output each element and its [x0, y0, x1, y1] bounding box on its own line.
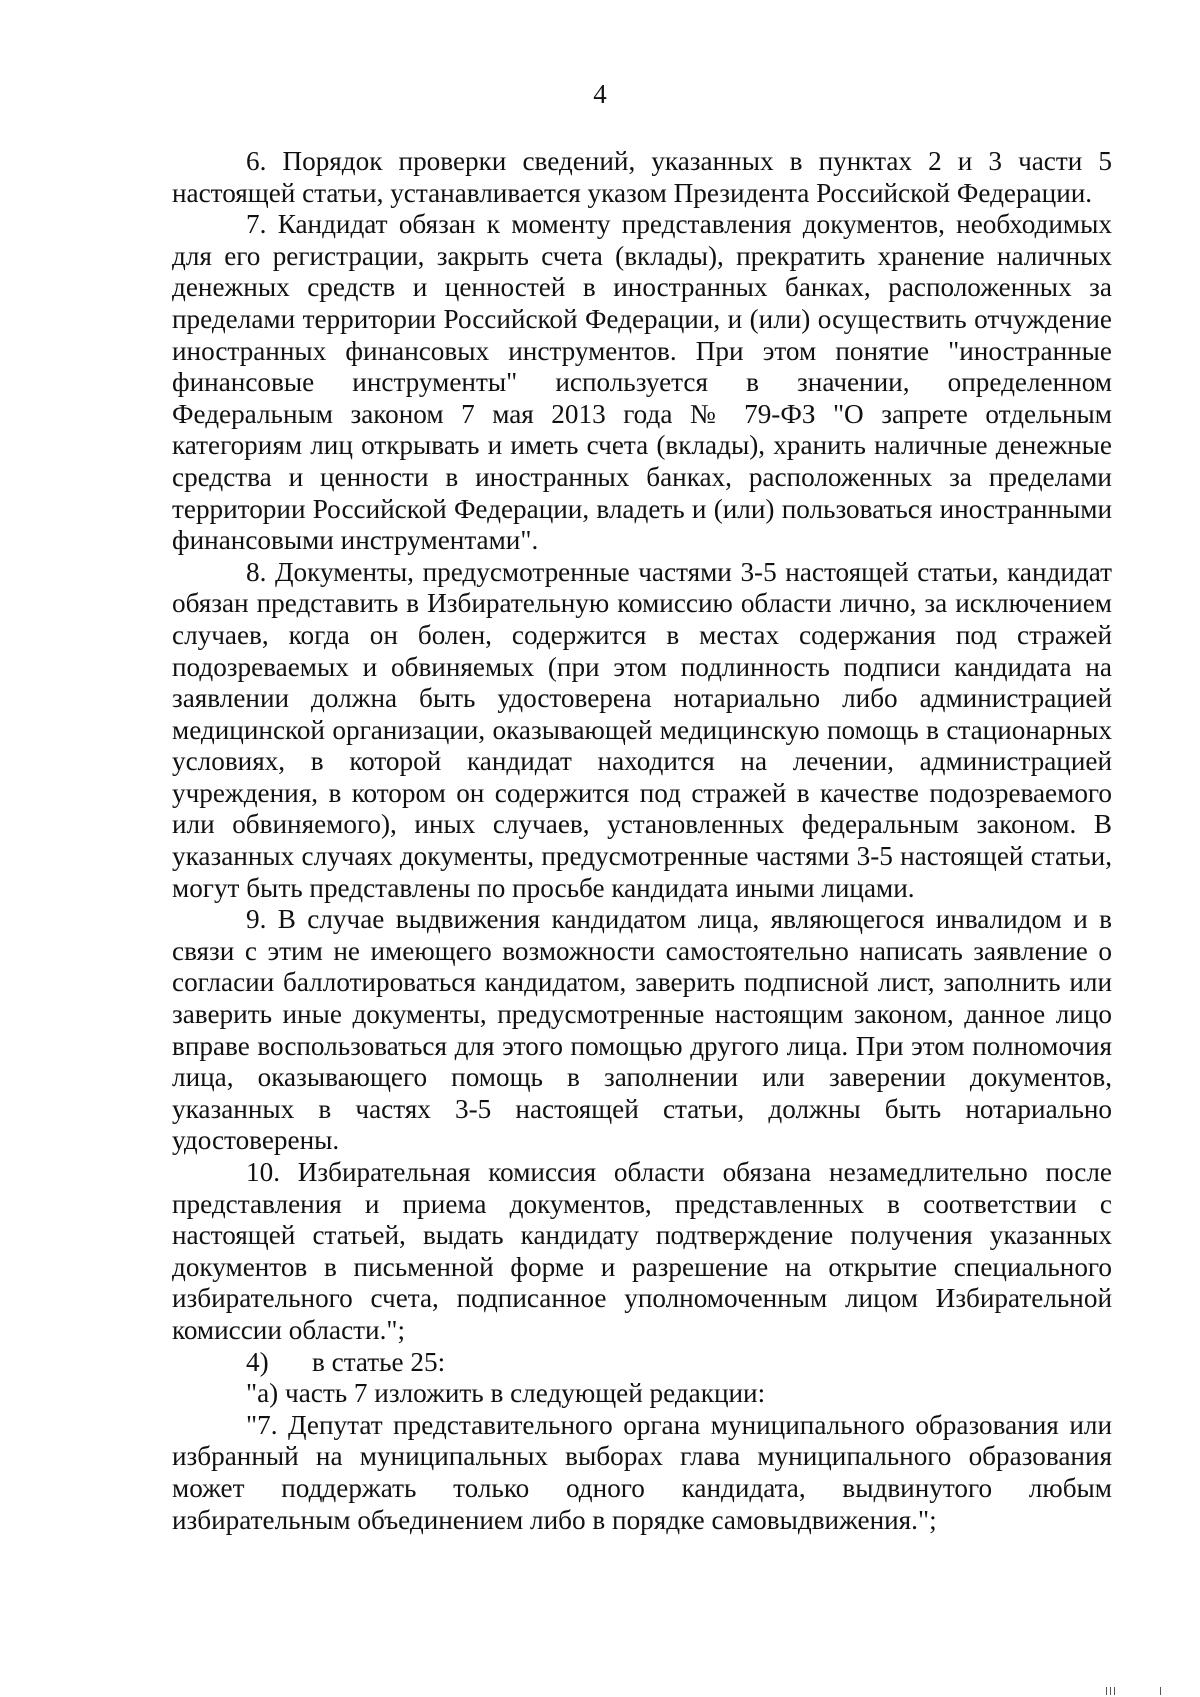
paragraph-9: 9. В случае выдвижения кандидатом лица, являющегося инвалидом и в связи с этим не имеющего возможности самостоятельно написать заявление о согласии баллотироваться кандидатом, заверить подписной лист, заполнить или заверить иные документы, предусмотренные настоящим законом, данное лицо вправе воспользоваться для этого помощью другого лица. При этом полномочия лица, оказывающего помощь в заполнении или заверении документов, указанных в частях 3-5 настоящей статьи, должны быть нотариально удостоверены. [172, 904, 1112, 1156]
list-item-number: 4) [246, 1346, 269, 1377]
paragraph-article-25-part-7: "7. Депутат представительного органа муниципального образования или избранный на муниципальных выборах глава муниципального образования может поддержать только одного кандидата, выдвинутого любым избирательным объединением либо в порядке самовыдвижения."; [172, 1409, 1112, 1535]
document-body [172, 146, 1112, 1536]
subitem-a: "а) часть 7 изложить в следующей редакции: [246, 1378, 766, 1409]
paragraph-7: 7. Кандидат обязан к моменту представления документов, необходимых для его регистрации, закрыть счета (вклады), прекратить хранение наличных денежных средств и ценностей в иностранных банках, расположенных за пределами территории Российской Федерации, и (или) осуществить отчуждение иностранных финансовых инструментов. При этом понятие "иностранные финансовые инструменты" используется в значении, определенном Федеральным законом 7 мая 2013 года № 79-ФЗ "О запрете отдельным категориям лиц открывать и иметь счета (вклады), хранить наличные денежные средства и ценности в иностранных банках, расположенных за пределами территории Российской Федерации, владеть и (или) пользоваться иностранными финансовыми инструментами". [172, 209, 1112, 556]
paragraph-8: 8. Документы, предусмотренные частями 3-5 настоящей статьи, кандидат обязан представить в Избирательную комиссию области лично, за исключением случаев, когда он болен, содержится в местах содержания под стражей подозреваемых и обвиняемых (при этом подлинность подписи кандидата на заявлении должна быть удостоверена нотариально либо администрацией медицинской организации, оказывающей медицинскую помощь в стационарных условиях, в которой кандидат находится на лечении, администрацией учреждения, в котором он содержится под стражей в качестве подозреваемого или обвиняемого), иных случаев, установленных федеральным законом. В указанных случаях документы, предусмотренные частями 3-5 настоящей статьи, могут быть представлены по просьбе кандидата иными лицами. [172, 556, 1112, 903]
paragraph-10: 10. Избирательная комиссия области обязана незамедлительно после представления и приема документов, представленных в соответствии с настоящей статьей, выдать кандидату подтверждение получения указанных документов в письменной форме и разрешение на открытие специального избирательного счета, подписанное уполномоченным лицом Избирательной комиссии области."; [172, 1157, 1112, 1345]
page-number: 4 [593, 79, 607, 109]
list-item-4 [172, 1347, 1112, 1379]
scan-marks [1104, 1683, 1164, 1695]
list-item-text: в статье 25: [312, 1346, 446, 1377]
paragraph-6: 6. Порядок проверки сведений, указанных в пунктах 2 и 3 части 5 настоящей статьи, устанавливается указом Президента Российской Федерации. [172, 146, 1112, 208]
